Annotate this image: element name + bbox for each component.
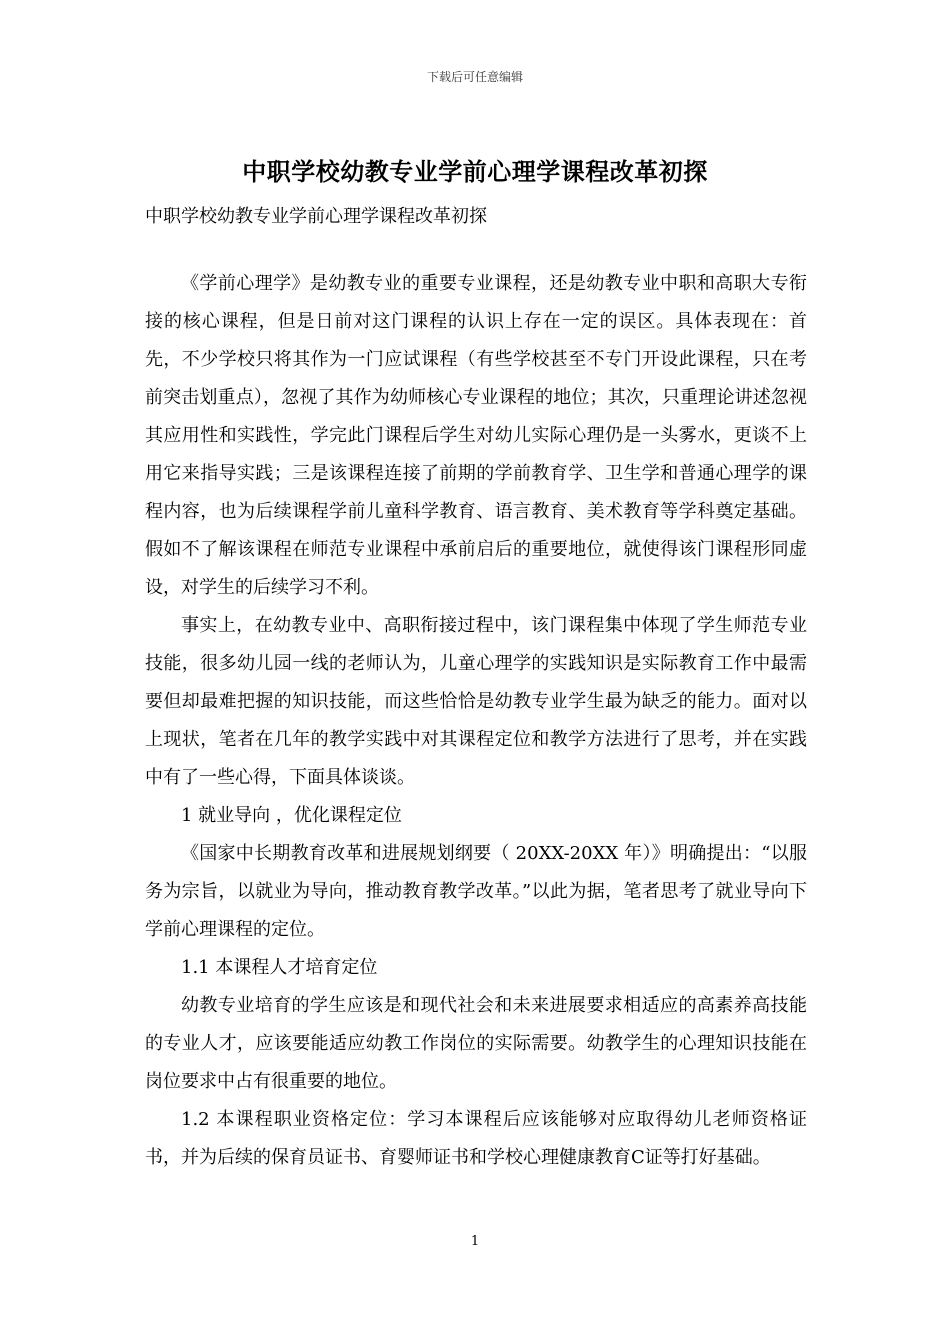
- document-body: [145, 265, 807, 1177]
- body-paragraph: 《国家中长期教育改革和进展规划纲要（ 20XX-20XX 年）》明确提出：“以服务为宗旨，以就业为导向，推动教育教学改革。”以此为据，笔者思考了就业导向下学前心理课程的定位。: [145, 843, 807, 940]
- page-number: 1: [470, 1234, 480, 1249]
- subsection-heading: 1.1 本课程人才培育定位: [181, 957, 378, 978]
- document-subtitle: 中职学校幼教专业学前心理学课程改革初探: [145, 206, 487, 227]
- page-header-note: 下载后可任意编辑: [426, 70, 523, 84]
- section-heading: 1 就业导向 ，优化课程定位: [181, 805, 402, 826]
- body-paragraph: 《学前心理学》是幼教专业的重要专业课程，还是幼教专业中职和高职大专衔接的核心课程，但是日前对这门课程的认识上存在一定的误区。具体表现在：首先，不少学校只将其作为一门应试课程（有些学校甚至不专门开设此课程，只在考前突击划重点），忽视了其作为幼师核心专业课程的地位；其次，只重理论讲述忽视其应用性和实践性，学完此门课程后学生对幼儿实际心理仍是一头雾水，更谈不上用它来指导实践；三是该课程连接了前期的学前教育学、卫生学和普通心理学的课程内容，也为后续课程学前儿童科学教育、语言教育、美术教育等学科奠定基础。假如不了解该课程在师范专业课程中承前启后的重要地位，就使得该门课程形同虚设，对学生的后续学习不利。: [145, 273, 807, 598]
- body-paragraph: 1.2 本课程职业资格定位：学习本课程后应该能够对应取得幼儿老师资格证书，并为后续的保育员证书、育婴师证书和学校心理健康教育C证等打好基础。: [145, 1109, 807, 1168]
- body-paragraph: 事实上，在幼教专业中、高职衔接过程中，该门课程集中体现了学生师范专业技能，很多幼儿园一线的老师认为，儿童心理学的实践知识是实际教育工作中最需要但却最难把握的知识技能，而这些恰恰是幼教专业学生最为缺乏的能力。面对以上现状，笔者在几年的教学实践中对其课程定位和教学方法进行了思考，并在实践中有了一些心得，下面具体谈谈。: [145, 615, 807, 788]
- document-title: 中职学校幼教专业学前心理学课程改革初探: [242, 157, 708, 186]
- body-paragraph: 幼教专业培育的学生应该是和现代社会和未来进展要求相适应的高素养高技能的专业人才，应该要能适应幼教工作岗位的实际需要。幼教学生的心理知识技能在岗位要求中占有很重要的地位。: [145, 995, 807, 1092]
